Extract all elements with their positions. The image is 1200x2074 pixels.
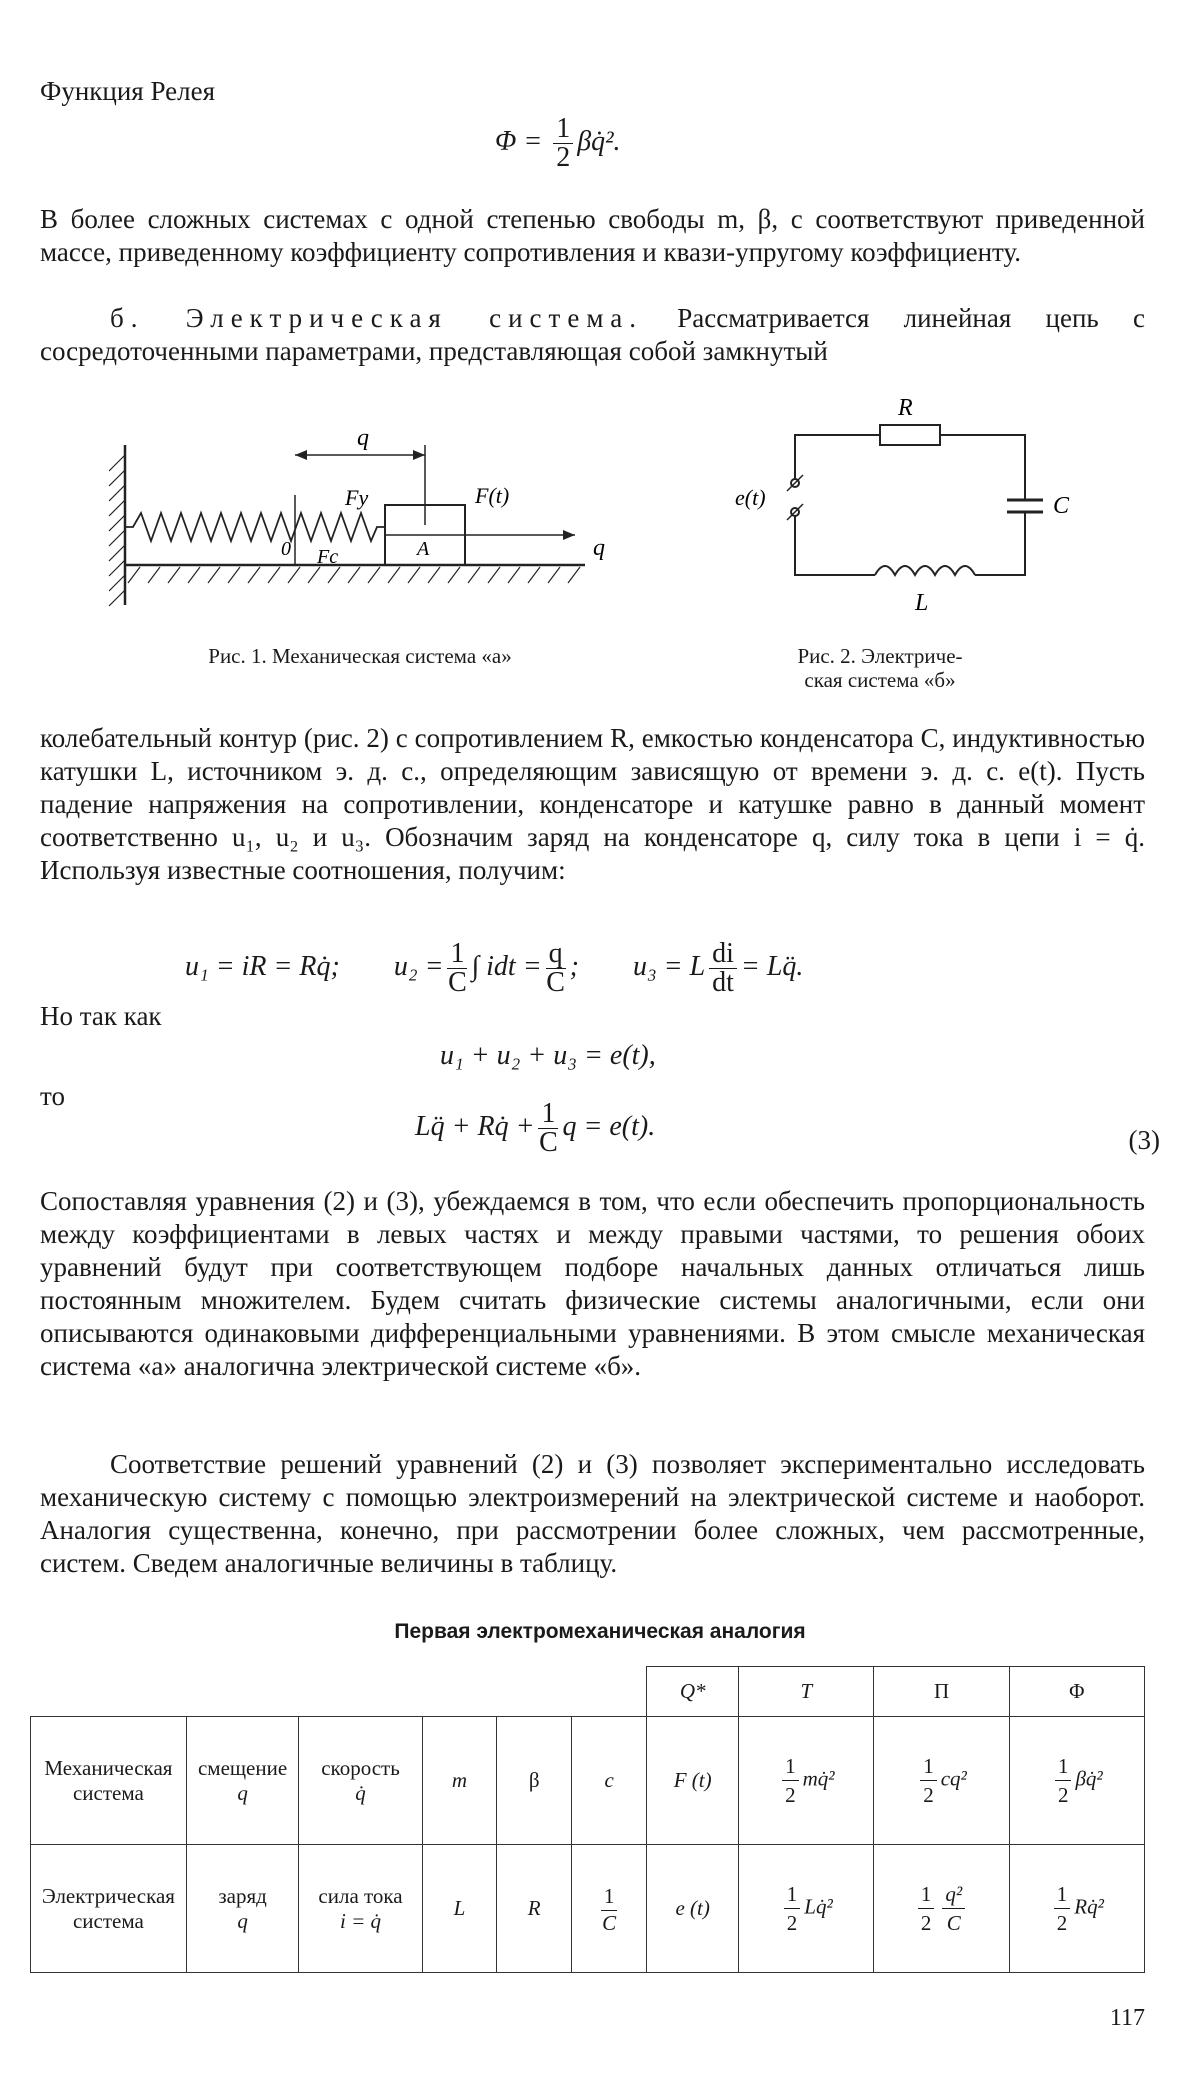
rayleigh-equation: Φ = $\frac{1}{2}$ βq̇². bbox=[495, 113, 621, 173]
paragraph-5: Соответствие решений уравнений (2) и (3) позволяет экспериментально исследовать механическую систему с помощью электроизмерений на электрической системе и наоборот. Аналогия существенна, конечно, при рассмотрении более сложных, чем рассмотренные, систем. Сведем аналогичные величины в таблицу. bbox=[40, 1449, 1145, 1578]
rayleigh-label: Функция Релея bbox=[40, 76, 215, 106]
page-number: 117 bbox=[1109, 2005, 1145, 2031]
equation-3: Lq̈ + Rq̇ + $\frac{1}{C}$ q = e(t). bbox=[415, 1098, 656, 1158]
paragraph-4: Сопоставляя уравнения (2) и (3), убеждаемся в том, что если обеспечить пропорциональность между коэффициентами в левых частях и между правыми частями, то решения обоих уравнений будут при соответствующем подборе начальных данных отличаться лишь постоянным множителем. Будем считать физические системы аналогичными, если они описываются одинаковыми дифференциальными уравнениями. В этом смысле механическая система «а» аналогична электрической системе «б». bbox=[40, 1186, 1145, 1381]
label-ft: F(t) bbox=[475, 483, 510, 508]
capacitor bbox=[1007, 500, 1043, 512]
label-a: A bbox=[417, 538, 430, 560]
header-phi: Φ bbox=[1009, 1667, 1144, 1717]
spring bbox=[125, 513, 385, 541]
row-label-electrical: Электрическая система bbox=[31, 1845, 187, 1973]
header-q-star: Q* bbox=[647, 1667, 739, 1717]
header-p: П bbox=[874, 1667, 1009, 1717]
figure-mechanical-system bbox=[95, 405, 665, 620]
label-q-axis: q bbox=[593, 535, 605, 561]
resistor bbox=[880, 425, 940, 445]
table-caption: Первая электромеханическая аналогия bbox=[394, 1620, 806, 1643]
label-zero: 0 bbox=[281, 538, 291, 560]
wall bbox=[109, 445, 125, 606]
but-since-label: Но так как bbox=[40, 1001, 162, 1031]
fig1-caption: Рис. 1. Механическая система «а» bbox=[208, 644, 512, 668]
table-header-row bbox=[31, 1667, 1145, 1717]
equation-number-3: (3) bbox=[1128, 1125, 1160, 1155]
label-q-top: q bbox=[357, 425, 369, 451]
paragraph-1: В более сложных системах с одной степенью свободы m, β, c соответствуют приведенной массе, приведенному коэффициенту сопротивления и квази-упругому коэффициенту. bbox=[40, 204, 1145, 267]
equation-voltage-sum: u₁ + u₂ + u₃ = e(t), bbox=[440, 1040, 656, 1071]
table-row-electrical: Электрическая система заряд q сила тока i = q̇ L R $\frac{1}{C}$ e (t) $\frac{1}{2}$ Lq̇² $\frac{1}{2}$ $\frac{\text{q²}}{C}$ $\frac{1}{2}$ Rq̇² bbox=[31, 1845, 1145, 1973]
row-label-mechanical: Механическая система bbox=[31, 1717, 187, 1845]
circuit-wires bbox=[795, 435, 1025, 575]
emf-source bbox=[787, 475, 803, 520]
table-row-mechanical: Механическая система смещение q скорость q̇ m β c F (t) $\frac{1}{2}$ mq̇² $\frac{1}{2}$ cq² $\frac{1}{2}$ βq̇² bbox=[31, 1717, 1145, 1845]
inductor bbox=[875, 566, 975, 575]
label-r: R bbox=[898, 395, 913, 421]
header-t: T bbox=[739, 1667, 874, 1717]
label-fy: Fy bbox=[345, 485, 369, 510]
paragraph-3: колебательный контур (рис. 2) с сопротивлением R, емкостью конденсатора C, индуктивностью катушки L, источником э. д. с., определяющим зависящую от времени э. д. с. e(t). Пусть падение напряжения на сопротивлении, конденсаторе и катушке равно в данный момент соответственно u₁, u₂ и u₃. Обозначим заряд на конденсаторе q, силу тока в цепи i = q̇. Используя известные соотношения, получим: bbox=[40, 723, 1145, 885]
paragraph-2: б. Электрическая система. Рассматривается линейная цепь с сосредоточенными параметрами, представляющая собой замкнутый bbox=[40, 303, 1146, 366]
floor bbox=[125, 565, 585, 583]
figure-electric-circuit bbox=[735, 395, 1105, 620]
analogy-table bbox=[30, 1666, 1145, 1973]
label-e: e(t) bbox=[735, 485, 766, 510]
equation-voltages: u₁ = iR = Rq̇; u₂ = $\frac{1}{C}$ ∫ idt = $\frac{q}{C}$ ; u₃ = L $\frac{di}{dt}$ = Lq̈. bbox=[185, 938, 804, 998]
label-l: L bbox=[915, 590, 929, 616]
label-c: C bbox=[1053, 493, 1070, 519]
label-fc: Fc bbox=[317, 546, 339, 568]
then-label: то bbox=[40, 1081, 65, 1111]
fig2-caption: Рис. 2. Электриче- ская система «б» bbox=[797, 644, 963, 692]
